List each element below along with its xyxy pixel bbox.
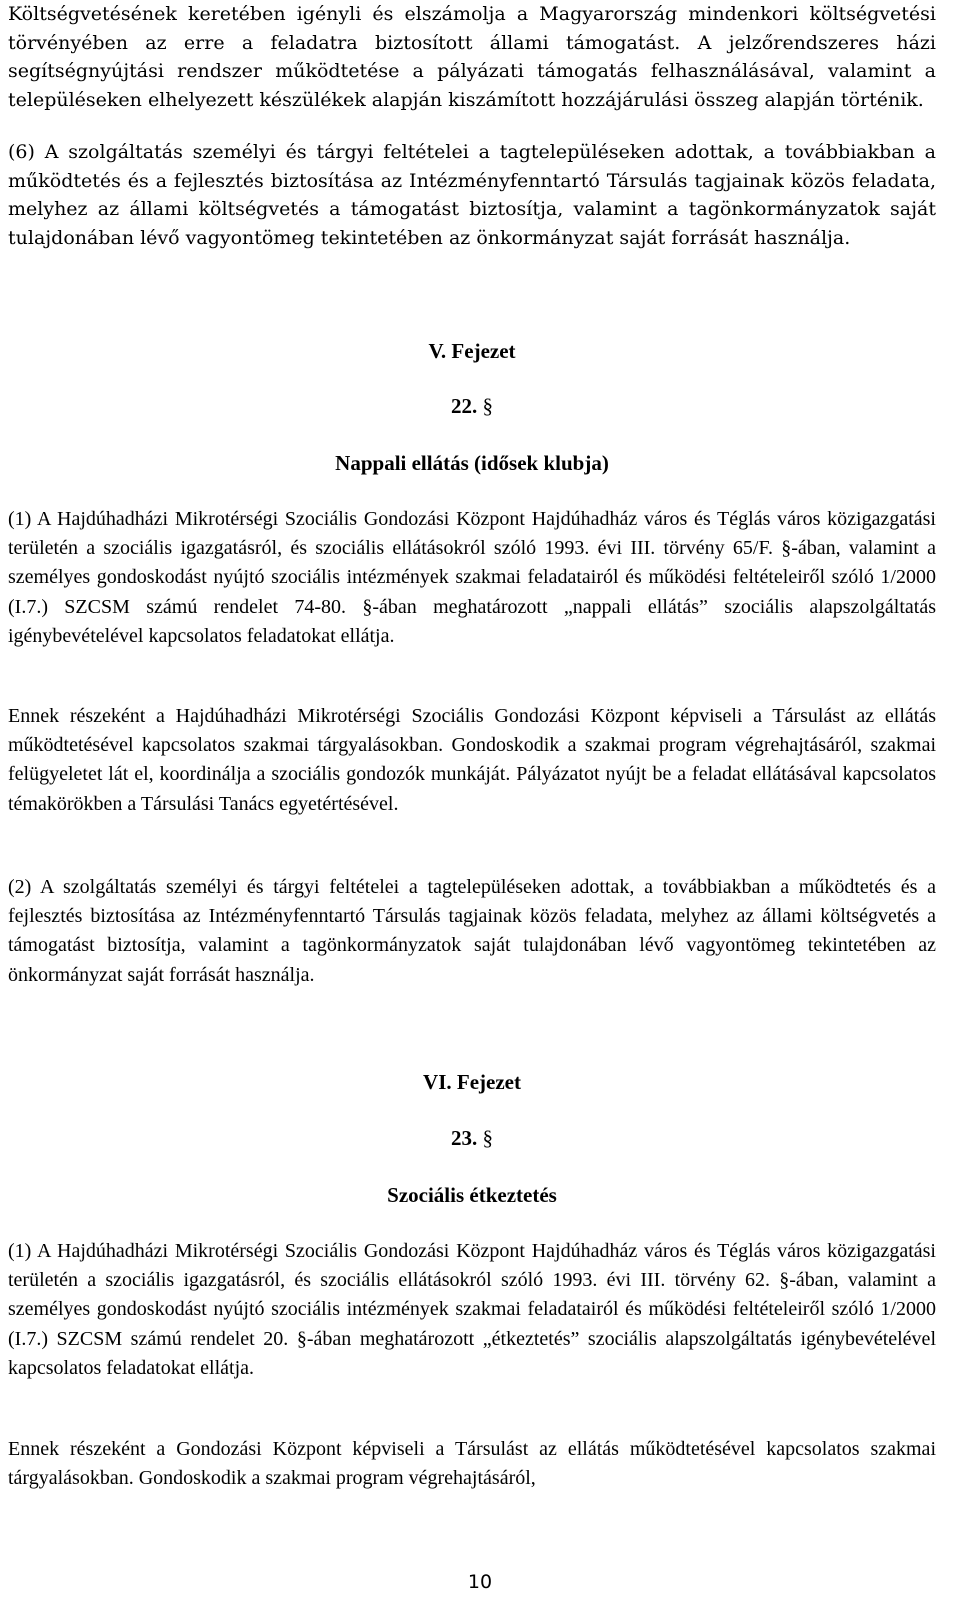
chapter-5-paragraph-2: (2) A szolgáltatás személyi és tárgyi feltételei a tagtelepüléseken adottak, a továbbiakban a működtetés és a fejlesztés biztosítása az Intézményfenntartó Társulás tagjainak közös feladata, melyhez az állami költségvetés a támogatást biztosítja, valamint a tagönkormányzatok saját tulajdonában lévő vagyontömeg tekintetében az önkormányzat saját forrását használja. bbox=[8, 876, 936, 986]
chapter-5-paragraph-1: (1) A Hajdúhadházi Mikrotérségi Szociális Gondozási Központ Hajdúhadház város és Téglás város közigazgatási területén a szociális igazgatásról, és szociális ellátásokról szóló 1993. évi III. törvény 65/F. §-ában, valamint a személyes gondoskodást nyújtó szociális intézmények szakmai feladatairól és működési feltételeiről szóló 1/2000 (I.7.) SZCSM számú rendelet 74-80. §-ában meghatározott „nappali ellátás” szociális alapszolgáltatás igénybevételével kapcsolatos feladatokat ellátja. bbox=[8, 508, 936, 647]
section-23-heading bbox=[8, 1124, 936, 1152]
chapter-6-paragraph-1: (1) A Hajdúhadházi Mikrotérségi Szociális Gondozási Központ Hajdúhadház város és Téglás város közigazgatási területén a szociális igazgatásról, és szociális ellátásokról szóló 1993. évi III. törvény 62. §-ában, valamint a személyes gondoskodást nyújtó szociális intézmények szakmai feladatairól és működési feltételeiről szóló 1/2000 (I.7.) SZCSM számú rendelet 20. §-ában meghatározott „étkeztetés” szociális alapszolgáltatás igénybevételével kapcsolatos feladatokat ellátja. bbox=[8, 1240, 936, 1379]
chapter-5-title: V. Fejezet bbox=[428, 339, 516, 363]
section-symbol: § bbox=[482, 394, 493, 418]
section-symbol: § bbox=[482, 1126, 493, 1150]
paragraph-6: (6) A szolgáltatás személyi és tárgyi feltételei a tagtelepüléseken adottak, a továbbiakban a működtetés és a fejlesztés biztosítása az Intézményfenntartó Társulás tagjainak közös feladata, melyhez az állami költségvetés a támogatást biztosítja, valamint a tagönkormányzatok saját tulajdonában lévő vagyontömeg tekintetében az önkormányzat saját forrását használja. bbox=[8, 141, 936, 249]
chapter-6-paragraph-part: Ennek részeként a Gondozási Központ képviseli a Társulást az ellátás működtetésével kapcsolatos szakmai tárgyalásokban. Gondoskodik a szakmai program végrehajtásáról, bbox=[8, 1438, 936, 1490]
chapter-6-title: VI. Fejezet bbox=[423, 1070, 521, 1094]
section-22-number: 22. bbox=[451, 394, 478, 418]
chapter-5-paragraph-part: Ennek részeként a Hajdúhadházi Mikrotérségi Szociális Gondozási Központ képviseli a Társulást az ellátás működtetésével kapcsolatos szakmai tárgyalásokban. Gondoskodik a szakmai program végrehajtásáról, szakmai felügyeletet lát el, koordinálja a szociális gondozók munkáját. Pályázatot nyújt be a feladat ellátásával kapcsolatos témakörökben a Társulási Tanács egyetértésével. bbox=[8, 705, 936, 815]
section-22-heading bbox=[8, 392, 936, 420]
intro-paragraph: Költségvetésének keretében igényli és elszámolja a Magyarország mindenkori költségvetési törvényében az erre a feladatra biztosított állami támogatást. A jelzőrendszeres házi segítségnyújtási rendszer működtetése a pályázati támogatás felhasználásával, valamint a településeken elhelyezett készülékek alapján kiszámított hozzájárulási összeg alapján történik. bbox=[8, 3, 936, 111]
section-23-title: Szociális étkeztetés bbox=[387, 1183, 557, 1207]
section-23-number: 23. bbox=[451, 1126, 478, 1150]
section-22-title: Nappali ellátás (idősek klubja) bbox=[335, 451, 609, 475]
page-number: 10 bbox=[467, 1571, 493, 1593]
